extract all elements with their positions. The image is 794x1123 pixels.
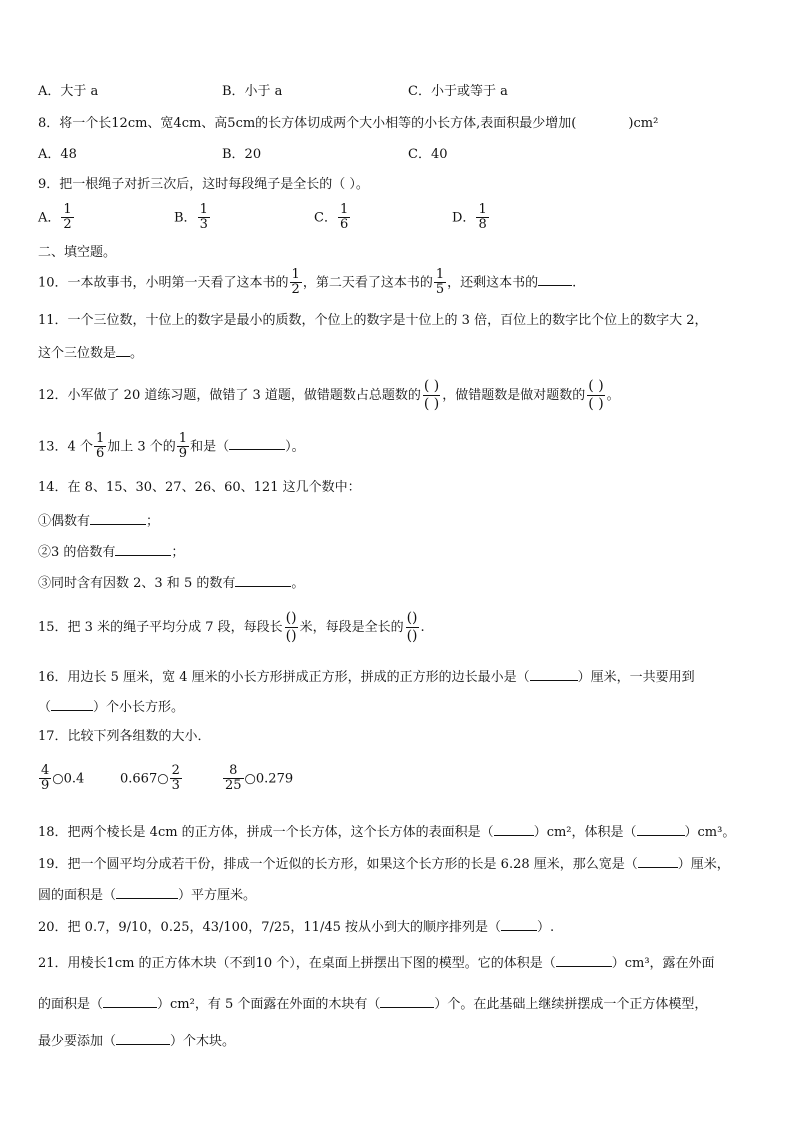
- q21-blank-2[interactable]: [103, 995, 157, 1008]
- q14-item-3: ③同时含有因数 2、3 和 5 的数有 。: [38, 576, 305, 591]
- q8-option-c: C．40: [408, 147, 448, 162]
- q21-line3: 最少要添加（ ）个木块。: [38, 1034, 236, 1049]
- q21-line2: 的面积是（ ）cm²，有 5 个面露在外面的木块有（ ）个。在此基础上继续拼摆成一个正方体模型，: [38, 997, 708, 1012]
- q8-option-b: B．20: [222, 147, 262, 162]
- q12-fraction-blank-1[interactable]: ( ) ( ): [423, 378, 440, 412]
- q17-compare-3: $\frac{8}{25}$ ○0.279: [225, 763, 294, 794]
- q16-blank-1[interactable]: [530, 668, 578, 681]
- q15-fraction-blank-1[interactable]: () (): [285, 610, 297, 644]
- q9-option-c: C． $\frac{1}{6}$: [314, 202, 349, 233]
- q14-stem: 14．在 8、15、30、27、26、60、121 这几个数中：: [38, 480, 361, 495]
- q7-option-a: A．大于 a: [38, 84, 99, 99]
- q8-stem: 8．将一个长12cm、宽4cm、高5cm的长方体切成两个大小相等的小长方体,表面积最少增加( )cm²: [38, 116, 659, 131]
- q10-answer-blank[interactable]: [538, 273, 572, 286]
- q19-line2: 圆的面积是（ ）平方厘米。: [38, 888, 257, 903]
- q16-line1: 16．用边长 5 厘米，宽 4 厘米的小长方形拼成正方形，拼成的正方形的边长最小是（ ）厘米，一共要用到: [38, 670, 695, 685]
- q11-answer-blank[interactable]: [116, 344, 130, 357]
- q19-blank-1[interactable]: [638, 855, 678, 868]
- q21-blank-4[interactable]: [116, 1032, 170, 1045]
- q8-option-a: A．48: [38, 147, 77, 162]
- q21-line1: 21．用棱长1cm 的正方体木块（不到10 个），在桌面上拼摆出下图的模型。它的体积是（ ）cm³，露在外面: [38, 956, 715, 971]
- q19-blank-2[interactable]: [116, 886, 178, 899]
- q12: 12．小军做了 20 道练习题，做错了 3 道题，做错题数占总题数的 ( ) ( ) ，做错题数是做对题数的 ( ) ( ) 。: [38, 378, 620, 412]
- q9-stem: 9．把一根绳子对折三次后，这时每段绳子是全长的（ ）。: [38, 177, 369, 192]
- q18-blank-2[interactable]: [637, 823, 685, 836]
- q15-fraction-blank-2[interactable]: () (): [406, 610, 418, 644]
- q11-line1: 11．一个三位数，十位上的数字是最小的质数，个位上的数字是十位上的 3 倍，百位上的数字比个位上的数字大 2，: [38, 313, 708, 328]
- q12-fraction-blank-2[interactable]: ( ) ( ): [588, 378, 604, 412]
- section-heading: 二、填空题。: [38, 245, 117, 260]
- q7-option-b: B．小于 a: [222, 84, 283, 99]
- q18-blank-1[interactable]: [494, 823, 534, 836]
- q18: 18．把两个棱长是 4cm 的正方体，拼成一个长方体，这个长方体的表面积是（ ）cm²，体积是（ ）cm³。: [38, 825, 736, 840]
- q16-line2: （ ）个小长方形。: [38, 700, 185, 715]
- q13: 13．4 个 $\frac{1}{6}$ 加上 3 个的 $\frac{1}{9}$ 和是（ ）。: [38, 431, 305, 462]
- q13-answer-blank[interactable]: [229, 437, 285, 450]
- q20: 20．把 0.7，9/10，0.25，43/100，7/25，11/45 按从小到大的顺序排列是（ ）.: [38, 920, 555, 935]
- q20-blank[interactable]: [501, 918, 537, 931]
- q19-line1: 19．把一个圆平均分成若干份，排成一个近似的长方形，如果这个长方形的长是 6.28 厘米，那么宽是（ ）厘米，: [38, 857, 730, 872]
- q14-item-2: ②3 的倍数有 ；: [38, 545, 185, 560]
- q17-stem: 17．比较下列各组数的大小．: [38, 729, 211, 744]
- q9-option-b: B． $\frac{1}{3}$: [174, 202, 208, 233]
- q7-option-c: C．小于或等于 a: [408, 84, 508, 99]
- q14-blank-2[interactable]: [115, 543, 171, 556]
- q9-option-d: D． $\frac{1}{8}$: [452, 202, 487, 233]
- q21-blank-1[interactable]: [556, 954, 612, 967]
- q14-item-1: ①偶数有 ；: [38, 514, 160, 529]
- q17-compare-2: 0.667○ $\frac{2}{3}$: [120, 763, 180, 794]
- q15: 15．把 3 米的绳子平均分成 7 段，每段长 () () 米，每段是全长的 () () .: [38, 610, 425, 644]
- q17-compare-1: $\frac{4}{9}$ ○0.4: [41, 763, 85, 794]
- q10: 10．一本故事书，小明第一天看了这本书的 $\frac{1}{2}$ ，第二天看了这本书的 $\frac{1}{5}$ ，还剩这本书的 .: [38, 267, 577, 298]
- q9-option-a: A． $\frac{1}{2}$: [38, 202, 72, 233]
- q16-blank-2[interactable]: [51, 698, 93, 711]
- q14-blank-3[interactable]: [235, 574, 291, 587]
- q14-blank-1[interactable]: [90, 512, 146, 525]
- q11-line2: 这个三位数是 。: [38, 346, 144, 361]
- q21-blank-3[interactable]: [380, 995, 434, 1008]
